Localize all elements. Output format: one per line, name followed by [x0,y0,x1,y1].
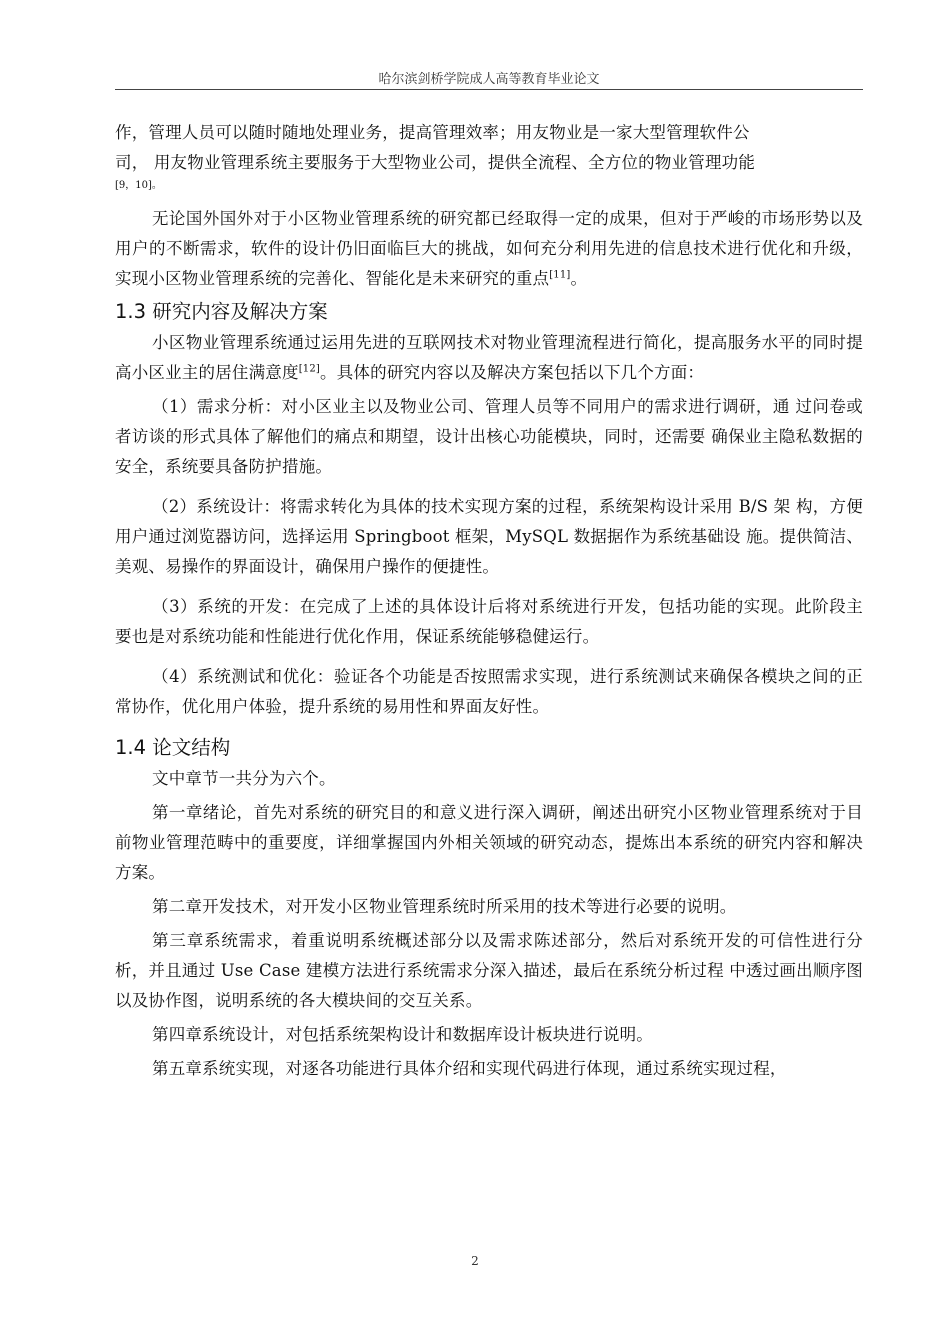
structure-paragraph: 第四章系统设计，对包括系统架构设计和数据库设计板块进行说明。 [152,1025,653,1044]
page-number: 2 [471,1254,479,1268]
paragraph-text: 。具体的研究内容以及解决方案包括以下几个方面： [320,363,705,382]
structure-paragraph: 第二章开发技术，对开发小区物业管理系统时所采用的技术等进行必要的说明。 [152,897,737,916]
structure-paragraph: 文中章节一共分为六个。 [152,769,336,788]
section-heading-1-3: 1.3 研究内容及解决方案 [115,300,328,323]
paragraph-research-status [115,204,863,294]
research-item-3: （3）系统的开发：在完成了上述的具体设计后将对系统进行开发，包括功能的实现。此阶段主要也是对系统功能和性能进行优化作用，保证系统能够稳健运行。 [115,597,863,646]
citation-ref: [11] [549,269,571,281]
research-item-1: （1）需求分析：对小区业主以及物业公司、管理人员等不同用户的需求进行调研，通 过问卷或者访谈的形式具体了解他们的痛点和期望，设计出核心功能模块，同时，还需要 确保业主隐私数据的安全，系统要具备防护措施。 [115,397,863,476]
paragraph-continuation [115,118,863,178]
citation-ref: [9，10] [115,180,152,191]
page-content [115,118,863,1084]
citation-ref: [12] [298,363,321,375]
paragraph-end: 。 [151,180,162,191]
section-1-3-intro [115,328,863,388]
paragraph-line: 司， 用友物业管理系统主要服务于大型物业公司，提供全流程、全方位的物业管理功能 [115,153,756,172]
structure-paragraph: 第三章系统需求，着重说明系统概述部分以及需求陈述部分，然后对系统开发的可信性进行分析，并且通过 Use Case 建模方法进行系统需求分深入描述，最后在系统分析过程 中透过画出顺序图以及协作图，说明系统的各大模块间的交互关系。 [115,931,863,1010]
structure-paragraph: 第五章系统实现，对逐各功能进行具体介绍和实现代码进行体现，通过系统实现过程， [152,1059,787,1078]
research-item-4: （4）系统测试和优化：验证各个功能是否按照需求实现，进行系统测试来确保各模块之间的正常协作，优化用户体验，提升系统的易用性和界面友好性。 [115,667,863,716]
citation-line [115,178,863,194]
running-header: 哈尔滨剑桥学院成人高等教育毕业论文 [378,72,600,87]
header-rule [115,89,863,90]
paragraph-end: 。 [570,269,588,288]
research-item-2: （2）系统设计：将需求转化为具体的技术实现方案的过程，系统架构设计采用 B/S 架 构，方便用户通过浏览器访问，选择运用 Springboot 框架，MySQL 数据据作为系统基础设 施。提供简洁、美观、易操作的界面设计，确保用户操作的便捷性。 [115,497,863,576]
section-heading-1-4: 1.4 论文结构 [115,736,231,759]
paragraph-line: 作，管理人员可以随时随地处理业务，提高管理效率；用友物业是一家大型管理软件公 [115,123,750,142]
paragraph-text: 无论国外国外对于小区物业管理系统的研究都已经取得一定的成果，但对于严峻的市场形势以及用户的不断需求，软件的设计仍旧面临巨大的挑战，如何充分利用先进的信息技术进行优化和升级，实现小区物业管理系统的完善化、智能化是未来研究的重点 [115,209,863,288]
paragraph-text: 小区物业管理系统通过运用先进的互联网技术对物业管理流程进行简化，提高服务水平的同时提高小区业主的居住满意度 [115,333,863,382]
structure-paragraph: 第一章绪论，首先对系统的研究目的和意义进行深入调研，阐述出研究小区物业管理系统对于目前物业管理范畴中的重要度，详细掌握国内外相关领域的研究动态，提炼出本系统的研究内容和解决方案。 [115,803,863,882]
